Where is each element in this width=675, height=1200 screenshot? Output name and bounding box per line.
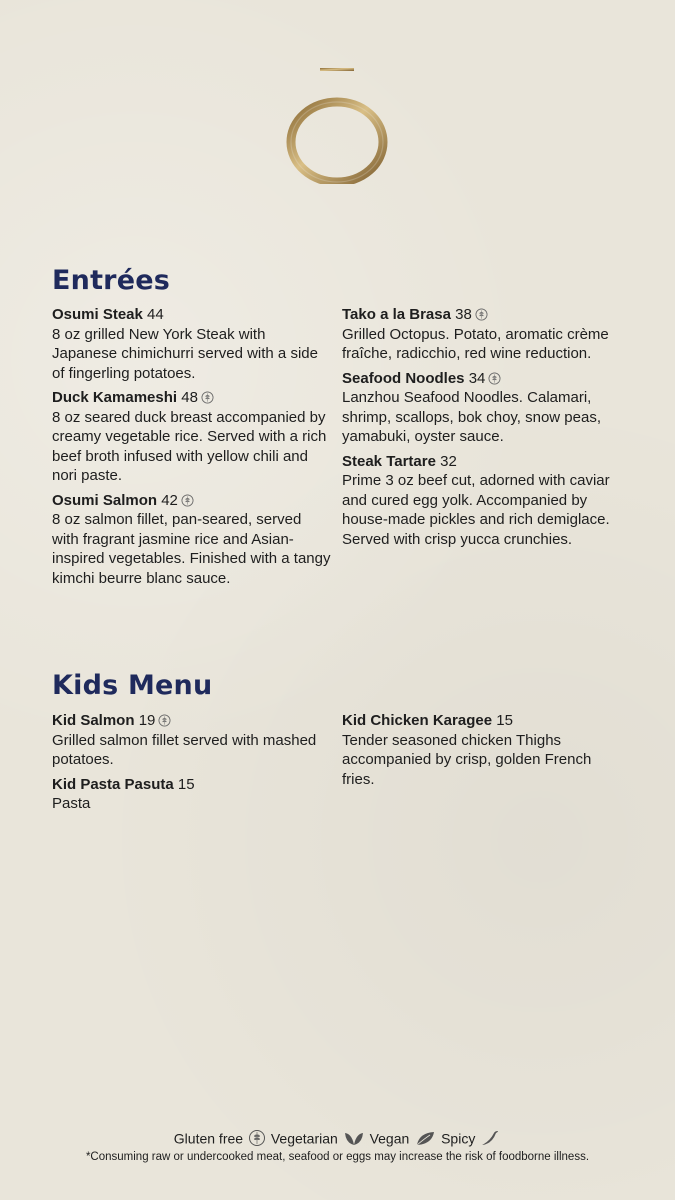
menu-item-price: 44: [147, 306, 164, 323]
menu-item-header: [52, 711, 332, 731]
menu-item-header: [342, 452, 622, 472]
vegetarian-leaf-icon: [343, 1129, 365, 1147]
menu-item: [342, 711, 622, 789]
menu-item-price: 34: [468, 369, 486, 387]
legend-spicy: Spicy: [441, 1130, 476, 1147]
menu-item-description: Prime 3 oz beef cut, adorned with caviar and cured egg yolk. Accompanied by house-made pickles and rich demiglace. Served with crisp yucca crunchies.: [342, 472, 610, 548]
menu-item-name: Kid Chicken Karagee: [342, 712, 493, 729]
gluten-free-icon: [248, 1129, 266, 1147]
menu-item-price: 15: [177, 775, 195, 793]
menu-item-price: 42: [161, 491, 178, 509]
menu-item-description: Grilled Octopus. Potato, aromatic crème fraîche, radicchio, red wine reduction.: [342, 325, 609, 362]
gluten-free-icon: [475, 307, 488, 320]
gluten-free-icon: [158, 713, 171, 726]
menu-item-price: 32: [440, 452, 457, 470]
food-safety-disclaimer: *Consuming raw or undercooked meat, seafood or eggs may increase the risk of foodborne illness.: [85, 1151, 590, 1163]
restaurant-logo-icon: [282, 68, 394, 184]
menu-item: [52, 388, 332, 486]
menu-item-header: [52, 491, 332, 511]
menu-item-description: Lanzhou Seafood Noodles. Calamari, shrimp, scallops, bok choy, snow peas, yamabuki, oyster sauce.: [342, 389, 602, 445]
legend-vegetarian: Vegetarian: [270, 1130, 338, 1147]
menu-item-name: Duck Kamameshi: [52, 389, 178, 406]
dietary-legend: [0, 1128, 675, 1147]
vegan-leaf-icon: [414, 1129, 436, 1147]
legend-gluten-free: Gluten free: [173, 1130, 244, 1147]
menu-item-header: [52, 305, 332, 325]
menu-item-header: [342, 369, 622, 389]
menu-item-header: [342, 711, 622, 731]
kids-right-column: [342, 711, 622, 794]
menu-item-description: 8 oz grilled New York Steak with Japanese chimichurri served with a side of fingerling potatoes.: [52, 325, 318, 382]
gluten-free-icon: [201, 390, 214, 403]
menu-item-name: Tako a la Brasa: [342, 306, 451, 323]
menu-item-name: Seafood Noodles: [342, 369, 465, 387]
menu-item-name: Kid Pasta Pasuta: [52, 775, 174, 793]
legend-vegan: Vegan: [369, 1130, 410, 1147]
menu-item-name: Steak Tartare: [342, 452, 436, 470]
menu-item-header: [52, 388, 332, 408]
menu-item: [342, 369, 622, 447]
gluten-free-icon: [181, 493, 194, 506]
menu-item-name: Osumi Steak: [52, 306, 143, 323]
menu-item-description: Tender seasoned chicken Thighs accompanied by crisp, golden French fries.: [342, 731, 592, 788]
entrees-right-column: [342, 305, 622, 554]
menu-item-price: 38: [455, 306, 472, 323]
chili-pepper-icon: [480, 1129, 500, 1147]
entrees-left-column: [52, 305, 332, 593]
menu-item: [52, 775, 332, 814]
menu-item-price: 19: [138, 712, 156, 729]
menu-item-name: Kid Salmon: [52, 712, 135, 729]
menu-item-description: 8 oz salmon fillet, pan-seared, served with fragrant jasmine rice and Asian-inspired vegetables. Finished with a tangy kimchi beurre blanc sauce.: [52, 511, 331, 587]
menu-item-description: Grilled salmon fillet served with mashed potatoes.: [52, 731, 317, 768]
kids-left-column: [52, 711, 332, 819]
menu-item-header: [342, 305, 622, 325]
menu-item-header: [52, 775, 332, 795]
menu-item-description: 8 oz seared duck breast accompanied by creamy vegetable rice. Served with a rich beef broth infused with yellow chili and nori paste.: [52, 408, 327, 484]
menu-item-price: 15: [496, 712, 513, 729]
entrees-heading: Entrées: [52, 265, 170, 296]
menu-item-name: Osumi Salmon: [52, 491, 158, 509]
menu-item: [342, 305, 622, 364]
kids-menu-heading: Kids Menu: [52, 670, 213, 701]
menu-item: [52, 711, 332, 770]
menu-item: [342, 452, 622, 550]
menu-item: [52, 305, 332, 383]
gluten-free-icon: [488, 371, 501, 384]
menu-item: [52, 491, 332, 589]
menu-item-description: Pasta: [52, 795, 91, 812]
menu-item-price: 48: [181, 389, 198, 406]
